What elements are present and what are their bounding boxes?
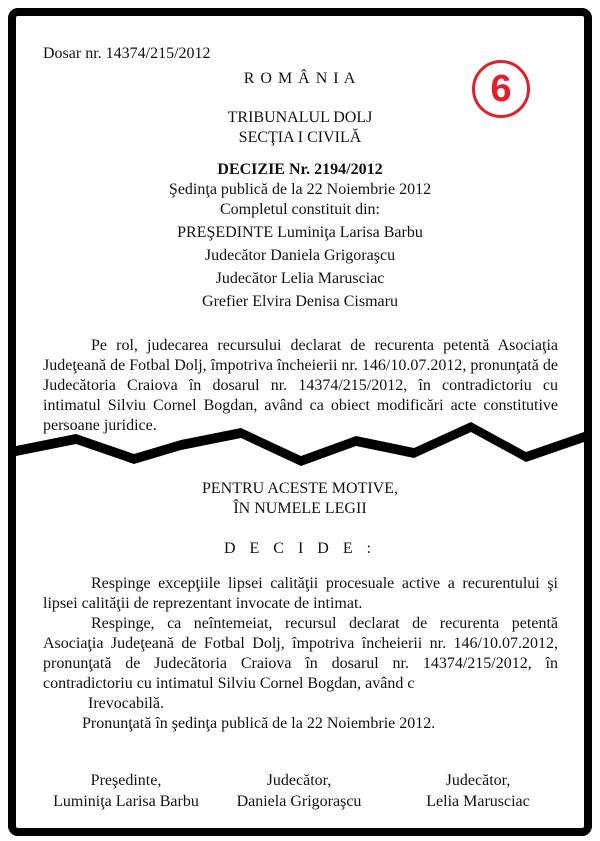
signature-name: Daniela Grigoraşcu <box>236 793 362 810</box>
decide-heading: D E C I D E : <box>223 540 377 557</box>
panel-judge-1: Judecător Daniela Grigoraşcu <box>204 247 396 264</box>
pronounced-note: Pronunţată în şedinţa publică de la 22 Noiembrie 2012. <box>82 715 436 732</box>
signature-block-judge-1 <box>209 770 389 812</box>
panel-clerk: Grefier Elvira Denisa Cismaru <box>202 293 398 310</box>
ruling-paragraph-2: Respinge, ca neîntemeiat, recursul declarat de recurenta petentă Asociaţia Judeţeană de Fotbal Dolj, împotriva încheierii nr. 146/10.07.2012, pronunţată de Judecătoria Craiova în dosarul nr. 14374/215/2012, în contradictoriu cu intimatul Silviu Cornel Bogdan, având c <box>43 615 558 692</box>
session-date: Şedinţa publică de la 22 Noiembrie 2012 <box>168 181 432 198</box>
court-section: SECŢIA I CIVILĂ <box>238 129 362 146</box>
ruling-paragraph-1: Respinge excepţiile lipsei calităţii procesuale active a recurentului şi lipsei calităţii de reprezentant invocate de intimat. <box>43 575 558 612</box>
decision-title: DECIZIE Nr. 2194/2012 <box>217 161 383 178</box>
signature-role: Judecător, <box>445 772 511 789</box>
torn-page-divider <box>16 416 584 466</box>
panel-president: PREŞEDINTE Luminiţa Larisa Barbu <box>177 224 423 241</box>
signature-block-judge-2 <box>388 770 568 812</box>
panel-intro: Completul constituit din: <box>220 201 380 218</box>
page-number-badge: 6 <box>472 60 530 118</box>
dosar-number: Dosar nr. 14374/215/2012 <box>43 45 211 62</box>
signature-block-president <box>36 770 216 812</box>
intro-paragraph: Pe rol, judecarea recursului declarat de recurenta petentă Asociaţia Judeţeană de Fotbal Dolj, împotriva încheierii nr. 146/10.07.2012, pronunţată de Judecătoria Craiova în dosarul nr. 14374/215/2012, în contradictoriu cu intimatul Silviu Cornel Bogdan, având ca obiect modificări acte constitutive persoane juridice. <box>43 337 558 434</box>
court-name: TRIBUNALUL DOLJ <box>227 109 373 126</box>
irrevocable-note: Irevocabilă. <box>88 695 164 712</box>
signature-role: Judecător, <box>266 772 332 789</box>
signature-name: Luminiţa Larisa Barbu <box>53 793 199 810</box>
signature-role: Preşedinte, <box>90 772 162 789</box>
reasons-line-2: ÎN NUMELE LEGII <box>233 500 367 517</box>
signature-name: Lelia Marusciac <box>426 793 530 810</box>
reasons-line-1: PENTRU ACESTE MOTIVE, <box>202 480 398 497</box>
country-heading: R O M Â N I A <box>243 70 357 87</box>
panel-judge-2: Judecător Lelia Marusciac <box>215 270 385 287</box>
document-page <box>8 8 592 836</box>
